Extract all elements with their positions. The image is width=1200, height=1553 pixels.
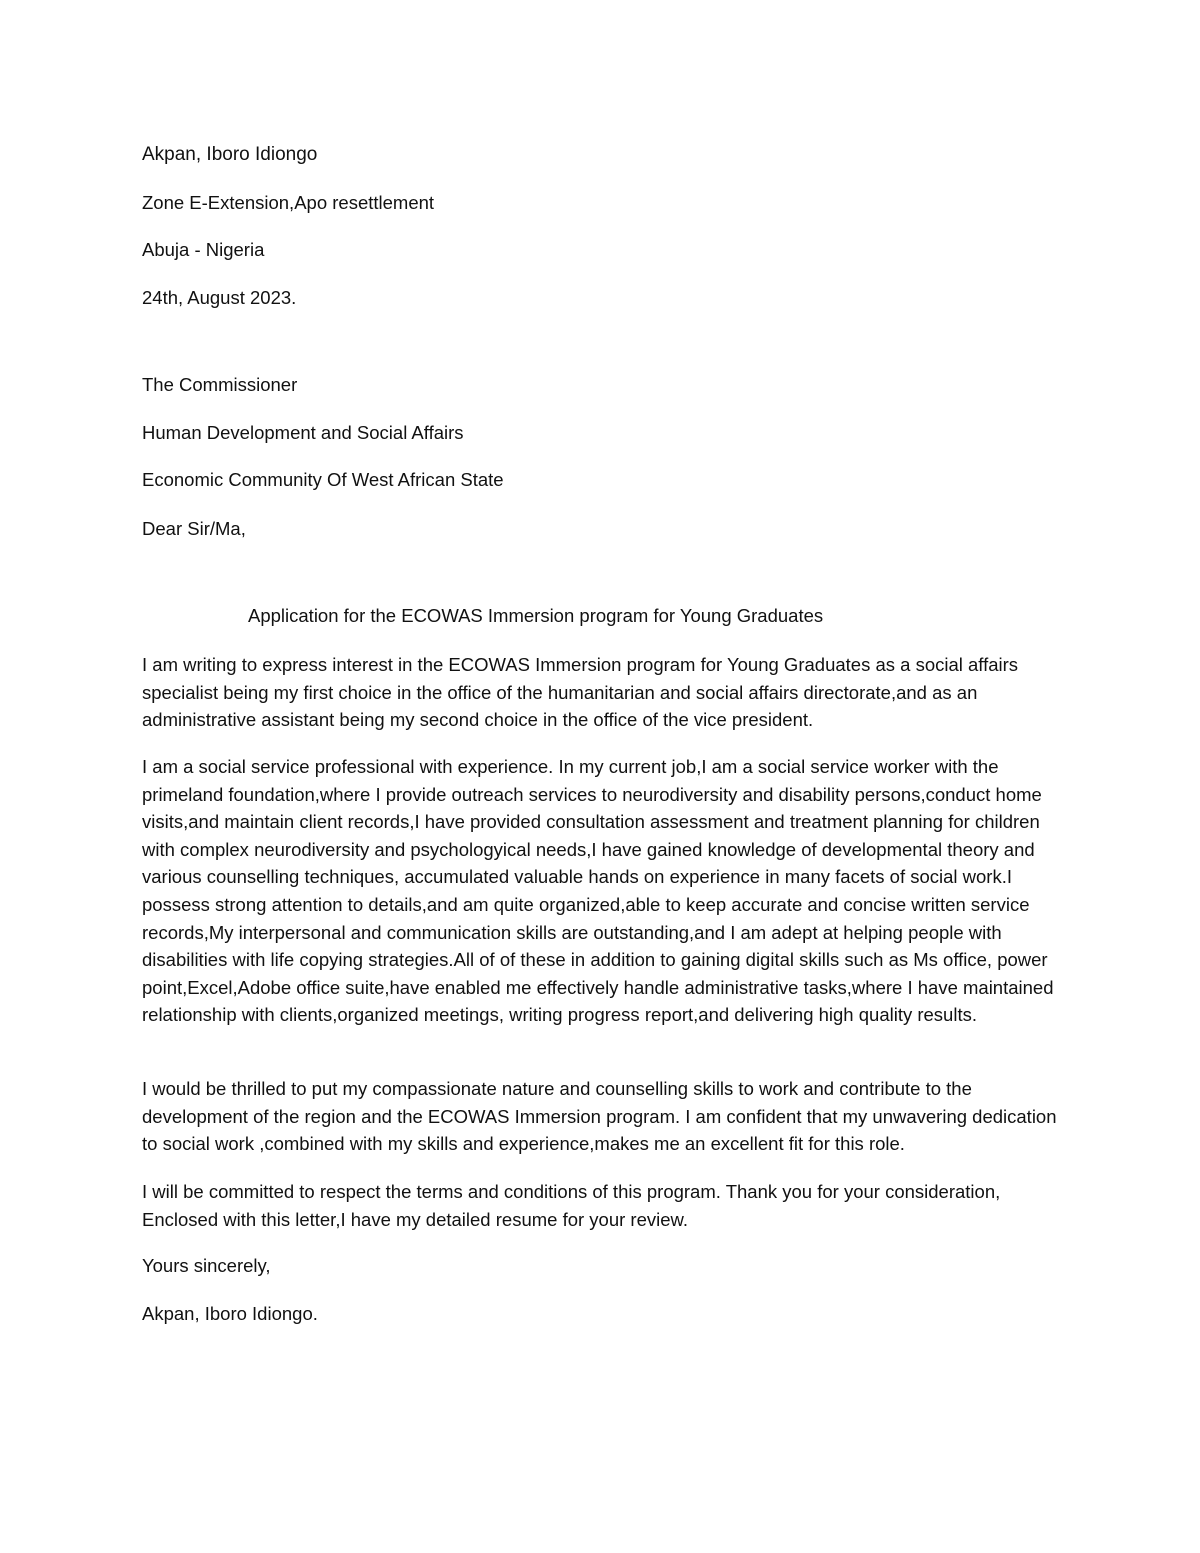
recipient-department: Human Development and Social Affairs (142, 422, 464, 443)
sender-street: Zone E-Extension,Apo resettlement (142, 192, 435, 213)
recipient-title: The Commissioner (142, 374, 298, 395)
subject-line: Application for the ECOWAS Immersion program for Young Graduates (248, 605, 824, 626)
letter-date: 24th, August 2023. (142, 287, 297, 308)
sender-city: Abuja - Nigeria (142, 239, 265, 260)
sender-name: Akpan, Iboro Idiongo (142, 144, 318, 165)
salutation: Dear Sir/Ma, (142, 518, 246, 539)
body-paragraph: I will be committed to respect the terms and conditions of this program. Thank you for your consideration, Enclosed with this letter,I have my detailed resume for your review. (142, 1181, 1001, 1230)
body-paragraph: I am a social service professional with experience. In my current job,I am a social service worker with the primeland foundation,where I provide outreach services to neurodiversity and disability persons,conduct home visits,and maintain client records,I have provided consultation assessment and treatment planning for children with complex neurodiversity and psychologyical needs,I have gained knowledge of developmental theory and various counselling techniques, accumulated valuable hands on experience in many facets of social work.I possess strong attention to details,and am quite organized,able to keep accurate and concise written service records,My interpersonal and communication skills are outstanding,and I am adept at helping people with disabilities with life copying strategies.All of of these in addition to gaining digital skills such as Ms office, power point,Excel,Adobe office suite,have enabled me effectively handle administrative tasks,where I have maintained relationship with clients,organized meetings, writing progress report,and delivering high quality results. (142, 756, 1054, 1026)
recipient-organization: Economic Community Of West African State (142, 469, 504, 490)
closing: Yours sincerely, (142, 1255, 271, 1276)
signature-name: Akpan, Iboro Idiongo. (142, 1303, 318, 1324)
body-paragraph: I would be thrilled to put my compassionate nature and counselling skills to work and contribute to the development of the region and the ECOWAS Immersion program. I am confident that my unwavering dedication to social work ,combined with my skills and experience,makes me an excellent fit for this role. (142, 1078, 1057, 1155)
body-paragraph: I am writing to express interest in the ECOWAS Immersion program for Young Graduates as a social affairs specialist being my first choice in the office of the humanitarian and social affairs directorate,and as an administrative assistant being my second choice in the office of the vice president. (142, 654, 1019, 731)
